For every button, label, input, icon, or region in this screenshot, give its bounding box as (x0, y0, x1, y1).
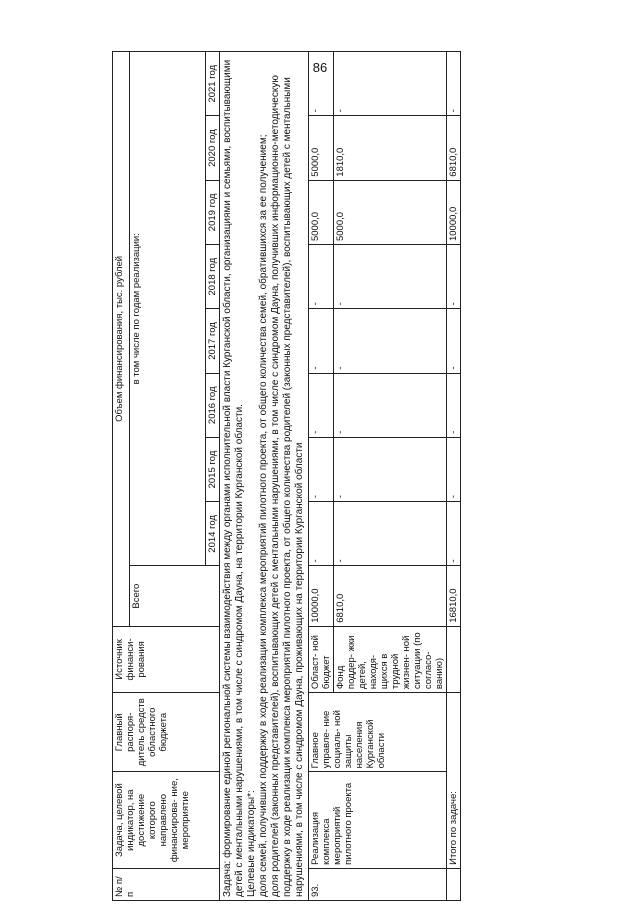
year-value: - (334, 245, 447, 309)
header-year: 2019 год (206, 180, 220, 244)
year-value: - (309, 437, 334, 501)
year-value: - (309, 373, 334, 437)
intro-row (220, 52, 309, 901)
source-total: 6810,0 (334, 566, 447, 626)
year-value: - (334, 373, 447, 437)
header-year: 2017 год (206, 309, 220, 373)
year-value: 5000,0 (309, 180, 334, 244)
year-value: 1810,0 (334, 116, 447, 180)
row-no: 93. (309, 868, 447, 900)
table-row (309, 52, 334, 901)
indicator-1: доля семей, получивших поддержку в ходе реализации комплекса мероприятий пилотного проекта, от общего количества семей, обратившихся за ее получением; (258, 134, 269, 897)
totals-year: 10000,0 (447, 180, 461, 244)
totals-year: - (447, 52, 461, 116)
year-value: - (309, 309, 334, 373)
year-value: - (334, 309, 447, 373)
source-name: Област- ной бюджет (309, 626, 334, 692)
task-text: Задача: формирование единой региональной системы взаимодействия между органами исполнительной власти Курганской области, организациями и семьями, воспитывающими детей с ментальными нарушениями, в том числе с синдромом Дауна, на территории Курганской области. (222, 59, 245, 897)
header-total: Всего (130, 566, 220, 626)
year-value: - (334, 437, 447, 501)
year-value: 5000,0 (309, 116, 334, 180)
page-number: 86 (312, 60, 328, 75)
totals-year: - (447, 502, 461, 566)
header-year: 2018 год (206, 245, 220, 309)
year-value: - (334, 52, 447, 116)
header-row-1 (113, 52, 130, 901)
header-by-years: в том числе по годам реализации: (130, 52, 206, 567)
indicators-label: Целевые индикаторы*: (246, 790, 257, 897)
totals-year: - (447, 373, 461, 437)
rotated-table-container (112, 51, 550, 901)
header-no: № п/п (113, 868, 220, 900)
totals-label: Итого по задаче: (447, 693, 461, 869)
year-value: - (309, 52, 334, 116)
totals-year: - (447, 309, 461, 373)
totals-total: 16810,0 (447, 566, 461, 626)
header-source: Источник финанси- рования (113, 626, 220, 692)
header-year: 2020 год (206, 116, 220, 180)
header-executor: Главный распоря- дитель средств областного бюджета (113, 693, 220, 772)
funding-table (112, 51, 461, 901)
totals-year: 6810,0 (447, 116, 461, 180)
header-task: Задача, целевой индикатор, на достижение которого направлено финансирова- ние, мероприятие (113, 772, 220, 868)
year-value: - (309, 245, 334, 309)
indicator-2: доля родителей (законных представителей), воспитывающих детей с ментальными нарушениями, в том числе с синдромом Дауна, получивших информационно-методическую поддержку в ходе реализации комплекса мероприятий пилотного проекта, от общего количества родителей (законных представителей), воспитывающих детей с ментальными нарушениями, в том числе с синдромом Дауна, проживающих на территории Курганской области (270, 75, 305, 897)
header-year: 2014 год (206, 502, 220, 566)
row-executor: Главное управле- ние социаль- ной защиты населения Курганской области (309, 693, 447, 772)
source-total: 10000,0 (309, 566, 334, 626)
year-value: - (334, 502, 447, 566)
task-description (220, 52, 309, 901)
header-year: 2015 год (206, 437, 220, 501)
totals-year: - (447, 245, 461, 309)
year-value: 5000,0 (334, 180, 447, 244)
totals-year: - (447, 437, 461, 501)
header-year: 2016 год (206, 373, 220, 437)
totals-row (447, 52, 461, 901)
source-name: Фонд поддер- жки детей, находя- щихся в трудной жизнен- ной ситуации (по согласо- ванию) (334, 626, 447, 692)
header-funding: Объем финансирования, тыс. рублей (113, 52, 130, 627)
row-task: Реализация комплекса мероприятий пилотного проекта (309, 772, 447, 868)
header-year: 2021 год (206, 52, 220, 116)
year-value: - (309, 502, 334, 566)
